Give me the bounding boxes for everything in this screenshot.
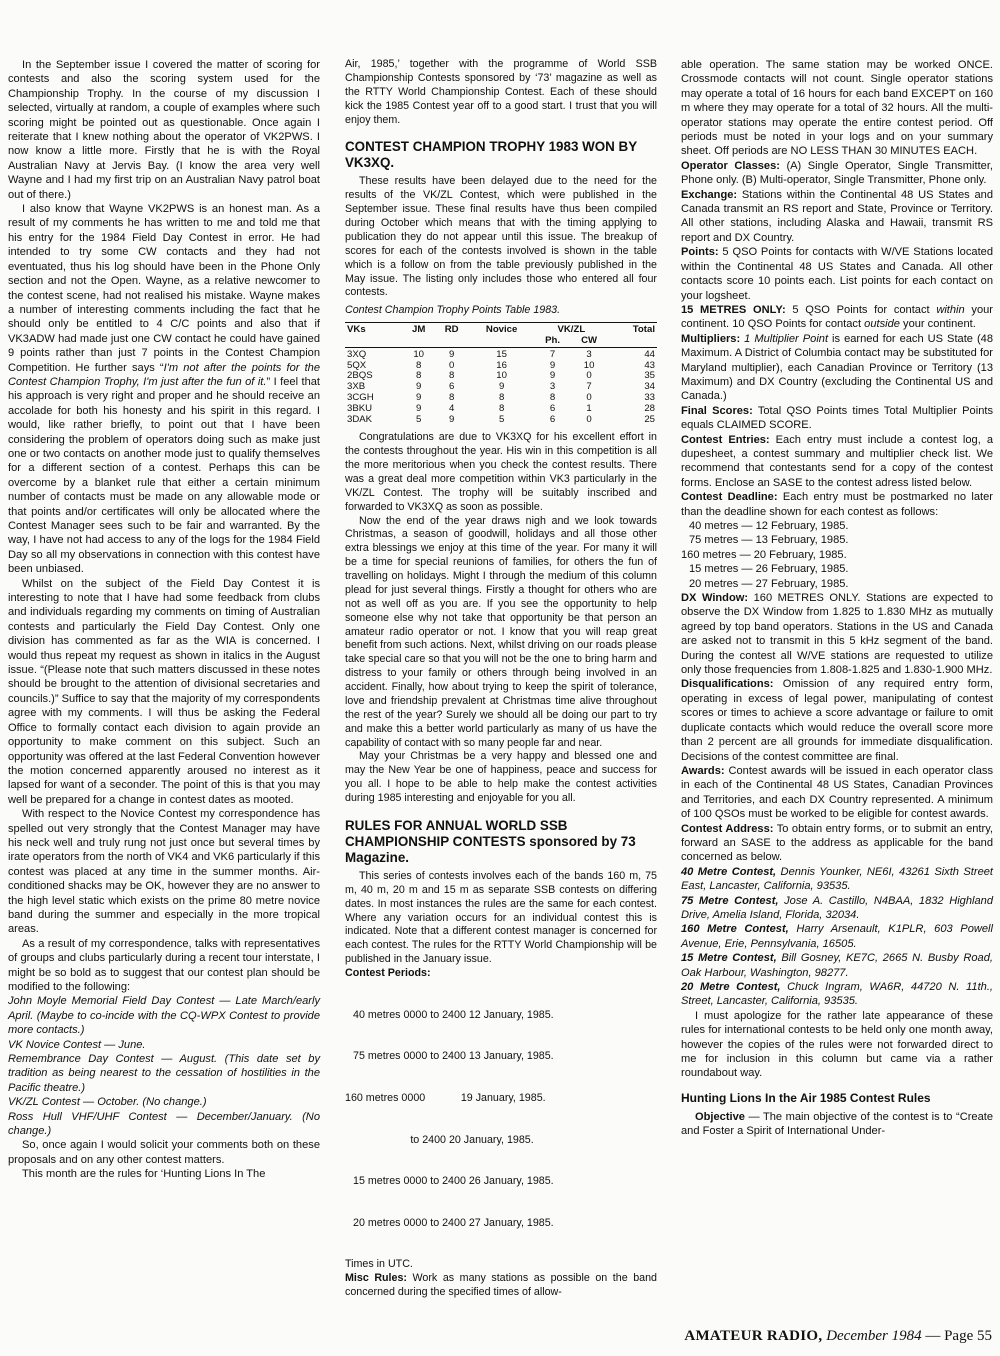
table-cell: 5 <box>416 413 422 425</box>
label: DX Window: <box>681 592 749 605</box>
paragraph: able operation. The same station may be worked ONCE. Crossmode contacts will not count. Single operator stations may operate a total of 16 hours for each band EXCEPT on 160 m where they may operate for a total of 32 hours. All the multi-operator stations may operate the entire contest period. Off periods must be noted in your logs and on your summary sheet. Off periods are NO LESS THAN 30 MINUTES EACH. <box>681 59 993 158</box>
table-cell: 9 <box>416 402 422 414</box>
paragraph: This series of contests involves each of the bands 160 m, 75 m, 40 m, 20 m and 15 m as separate SSB contests on differing dates. In most instances the rules are the same for each contest. Where any variation occurs for an individual contest this is indicated. Note that a different contest manager is concerned for each contest. The rules for the RTTY World Championship will be published in the January issue. <box>345 869 657 966</box>
text-run: Omission of any required entry form, operating in excess of legal power, manipulating of contest scores or times to achieve a score advantage or failure to omit duplicate contacts which would reduce the overall score more than 2 percent are all grounds for immediate disqualification. Decisions of the contest committee are final. <box>681 678 993 763</box>
label: 40 Metre Contest, <box>681 865 777 878</box>
label: 75 Metre Contest, <box>681 894 779 907</box>
table-cell: 8 <box>416 370 422 382</box>
label: Exchange: <box>681 188 738 201</box>
text-run: To obtain entry forms, or to submit an entry, forward an SASE to the address as applicable for the band concerned as below. <box>681 822 993 864</box>
list-item: 20 metres 0000 to 2400 27 January, 1985. <box>353 1216 554 1229</box>
paragraph <box>345 1272 657 1300</box>
column-header: RD <box>435 323 468 336</box>
table-cell: 35 <box>644 370 655 382</box>
table-cell: 15 <box>468 347 534 360</box>
text-run: Stations within the Continental 48 US States and Canada transmit an RS report and State, Province or Territory. All other stations, including Alaska and Hawaii, transmit RS report and DX Country. <box>681 188 993 244</box>
table-cell: 16 <box>496 359 507 371</box>
paragraph <box>681 332 993 404</box>
list-item: 75 metres — 13 February, 1985. <box>689 534 849 547</box>
paragraph: Now the end of the year draws nigh and we look towards Christmas, a season of goodwill, holidays and all those other extra blessings we enjoy at this time of the year. For many it will be a time for special reunions of families, for others the fun of travelling on holidays. Might I through the medium of this column plead for just several things. Firstly a thought for others who are not as well off as you are. If you see the opportunity to help someone else why not take that opportunity be that person an amateur radio operator or not. I know that you will reap great benefit from such actions. Next, whilst driving on our roads please take special care so that you will not be the one to bring harm and distress to your family or others through being involved in an accident. Finally, how about trying to keep the spirit of tolerance, love and friendship prevalent at Christmas time alive throughout the rest of the year? Surely we should all be doing our part to try and make this a better world particularly as many of us have the capability of contact with so many people far and near. <box>345 514 657 749</box>
table-cell: 8 <box>416 359 422 371</box>
issue-date: December 1984 <box>822 1328 922 1344</box>
text-run: Total QSO Points times Total Multiplier Points equals CLAIMED SCORE. <box>681 404 993 432</box>
list-item: to 2400 20 January, 1985. <box>345 1133 534 1146</box>
label: Points: <box>681 246 719 259</box>
list-item: 40 metres — 12 February, 1985. <box>689 520 849 532</box>
column-subheader: Ph. <box>545 334 561 346</box>
table-cell: 3DAK <box>347 413 373 425</box>
times-note: Times in UTC. <box>345 1258 413 1271</box>
list-item: Ross Hull VHF/UHF Contest — December/January. (No change.) <box>8 1110 320 1138</box>
list-item: 20 metres — 27 February, 1985. <box>689 577 849 590</box>
table-cell: 0 <box>586 413 592 425</box>
contest-plan-list <box>8 994 320 1138</box>
list-item: 40 metres 0000 to 2400 12 January, 1985. <box>353 1008 554 1021</box>
column-middle <box>345 58 657 1300</box>
paragraph <box>681 404 993 433</box>
paragraph: I must apologize for the rather late appearance of these rules for international contests to be held only one month away, however the copies of the rules were not forwarded direct to me for inclusion in this column but came via a rather roundabout way. <box>681 1009 993 1080</box>
address-item <box>681 951 993 980</box>
magazine-name: AMATEUR RADIO, <box>684 1328 823 1344</box>
table-cell: 9 <box>549 370 556 382</box>
paragraph: May your Christmas be a very happy and blessed one and may the New Year be one of happiness, peace and success for you all. I hope to be able to help make the contest activities during 1985 interesting and enjoyable for you all. <box>345 750 657 805</box>
table-cell: 8 <box>549 391 556 403</box>
column-subheader: CW <box>581 334 598 346</box>
text-run: outside <box>864 318 900 331</box>
text-run: Each entry must include a contest log, a dupesheet, a contest summary and multiplier check list. We recommend that contestants send for a copy of the contest forms. Enclose an SASE to the contest adress listed below. <box>681 433 993 489</box>
label: Multipliers: <box>681 332 741 345</box>
text-run: is earned for each US State (48 Maximum. A District of Columbia contact may be substituted for Maryland multiplier), each Canadian Province or Territory (13 Maximum) and DX Country (excluding the Continental US and Canada.) <box>681 332 994 403</box>
page-number: — Page 55 <box>921 1328 992 1344</box>
page-footer <box>630 1328 992 1345</box>
label: 15 Metre Contest, <box>681 952 777 965</box>
paragraph <box>681 677 993 763</box>
list-item: VK/ZL Contest — October. (No change.) <box>8 1096 207 1109</box>
paragraph: With respect to the Novice Contest my correspondence has spelled out very strongly that the Contest Manager may have his neck well and truly rung not just once but several times by irate operators from the north of VK4 and VK6 particularly if this contest was placed at any time in the summer months. Air-conditioned shacks may be OK, however they are no answer to the high level static which exists on the prime 80 metre novice band during the summer and especially in the more tropical areas. <box>8 808 320 936</box>
address-item <box>681 894 993 923</box>
column-left <box>8 58 320 1182</box>
paragraph <box>681 822 993 865</box>
text-run: Work as many stations as possible on the band concerned during the specified times of allow- <box>345 1272 657 1299</box>
text-run: Chuck Ingram, WA6R, 44720 N. 11th., Street, Lancaster, California, 93535. <box>681 981 993 1008</box>
paragraph <box>681 764 993 822</box>
text-run: — The main objective of the contest is to “Create and Foster a Spirit of International Under- <box>681 1110 993 1138</box>
table-cell: 4 <box>448 402 455 414</box>
list-item: 160 metres 0000 19 January, 1985. <box>345 1091 546 1104</box>
column-header: Novice <box>468 323 534 336</box>
text-run: 5 QSO Points for contacts with W/VE Stations located within the Continental 48 US States and Canada. All other contacts score 10 points each. List points for each contact on your logsheet. <box>681 246 993 302</box>
text-run: 1 Multiplier Point <box>740 332 829 345</box>
list-item: VK Novice Contest — June. <box>8 1038 146 1051</box>
table-cell: 5 <box>498 413 505 425</box>
table-cell: 3 <box>570 347 607 360</box>
table-cell: 43 <box>644 359 655 371</box>
paragraph <box>681 490 993 519</box>
table-cell: 0 <box>586 370 592 382</box>
table-cell: 28 <box>644 402 655 414</box>
table-cell: 3BKU <box>347 402 373 414</box>
table-cell: 9 <box>549 359 556 371</box>
column-header: VKs <box>345 323 402 336</box>
paragraph: Congratulations are due to VK3XQ for his excellent effort in the contests throughout the year. His win in this competition is all the more meritorious when you check the contest results. There was a great deal more competition within VK3 particularly in the VK/ZL Contest. The trophy will be suitably inscribed and forwarded to VK3XQ as soon as possible. <box>345 431 657 513</box>
list-item: 15 metres 0000 to 2400 26 January, 1985. <box>353 1175 554 1188</box>
label: Awards: <box>681 764 725 777</box>
address-item <box>681 922 993 951</box>
paragraph <box>681 1110 993 1139</box>
label: Final Scores: <box>681 404 753 417</box>
paragraph <box>8 202 320 577</box>
table-cell: 8 <box>498 402 505 414</box>
table-row <box>345 415 657 426</box>
paragraph <box>681 303 993 332</box>
label: Contest Deadline: <box>681 491 778 504</box>
table-cell: 3 <box>549 381 556 393</box>
points-table <box>345 322 657 425</box>
table-cell: 1 <box>586 402 592 414</box>
table-cell: 8 <box>448 391 455 403</box>
text-run: Each entry must be postmarked no later than the deadline shown for each contest as follows: <box>681 491 993 518</box>
table-cell: 6 <box>448 381 455 393</box>
list-item: 15 metres — 26 February, 1985. <box>689 563 849 576</box>
table-cell: 8 <box>498 391 505 403</box>
column-right <box>681 58 993 1139</box>
list-item: 75 metres 0000 to 2400 13 January, 1985. <box>353 1050 554 1063</box>
label: 20 Metre Contest, <box>681 981 781 993</box>
label: Contest Entries: <box>681 433 770 446</box>
paragraph: These results have been delayed due to the need for the results of the VK/ZL Contest, which were published in the September issue. These final results have thus been compiled during October which means that with the timing applying to publication they do not appear until this issue. The breakup of scores for each of the contests involved is shown in the table which is a follow on from the table previously published in the May issue. The listing only includes those who entered all four contests. <box>345 175 657 299</box>
table-cell: 0 <box>448 359 455 371</box>
text-run: Harry Arsenault, K1PLR, 603 Powell Avenue, Erie, Pennsylvania, 16505. <box>681 923 993 950</box>
section-heading: RULES FOR ANNUAL WORLD SSB CHAMPIONSHIP CONTESTS sponsored by 73 Magazine. <box>345 817 636 865</box>
table-cell: 9 <box>498 381 505 393</box>
table-cell: 8 <box>448 370 455 382</box>
table-cell: 10 <box>402 347 434 360</box>
contest-periods-list <box>345 981 657 1259</box>
table-cell: 3XB <box>347 381 366 393</box>
paragraph <box>681 159 993 188</box>
table-cell: 9 <box>435 347 468 360</box>
paragraph: Air, 1985,’ together with the programme of World SSB Championship Contests sponsored by ‘73’ magazine as well as the RTTY World Championship Contest. Each of these should kick the 1985 Contest year off to a good start. I trust that you will enjoy them. <box>345 58 657 126</box>
table-row <box>345 347 657 360</box>
table-cell: 0 <box>586 391 592 403</box>
text-run: your continent. <box>899 318 976 331</box>
table-cell: 3XQ <box>345 347 402 360</box>
table-cell: 6 <box>549 413 556 425</box>
text-run: within <box>936 303 965 316</box>
table-cell: 2BQS <box>347 370 373 382</box>
subheading: Contest Periods: <box>345 967 431 980</box>
text-run: Jose A. Castillo, N4BAA, 1832 Highland Drive, Amelia Island, Florida, 32034. <box>681 894 993 921</box>
column-header: Total <box>608 323 657 336</box>
paragraph: As a result of my correspondence, talks with representatives of groups and clubs particularly during a recent tour interstate, I might be so bold as to suggest that our contest plan should be modified to the following: <box>8 937 320 993</box>
text-run: (A) Single Operator, Single Transmitter, Phone only. (B) Multi-operator, Single Transmitter, Phone only. <box>681 159 993 187</box>
italic-quote: I'm not after the points for the Contest Champion Trophy, I'm just after the fun of it. <box>8 361 321 388</box>
text-run: 160 METRES ONLY. Stations are expected to observe the DX Window from 1.825 to 1.830 MHz as mutually agreed by top band operators. Stations in the US and Canada are asked not to transmit in this 5 kHz segment of the band. During the contest all W/VE stations are requested to utilize only those frequencies from 1.808-1.825 and 1.830-1.900 MHz. <box>681 592 993 677</box>
text-run: Dennis Younker, NE6I, 43261 Sixth Street East, Lancaster, California, 93535. <box>681 865 993 893</box>
table-cell: 10 <box>583 359 595 371</box>
table-cell: 34 <box>644 381 655 393</box>
label: 160 Metre Contest, <box>681 923 789 936</box>
section-heading: CONTEST CHAMPION TROPHY 1983 WON BY VK3XQ. <box>345 139 637 171</box>
table-cell: 3CGH <box>347 391 374 403</box>
paragraph <box>681 591 993 677</box>
list-item: Remembrance Day Contest — August. (This date set by tradition as being nearest to the cessation of hostilities in the Pacific theatre.) <box>8 1053 320 1094</box>
address-item <box>681 865 993 894</box>
table-cell: 10 <box>496 370 507 382</box>
paragraph: In the September issue I covered the matter of scoring for contests and also the scoring system used for the Championship Trophy. In the course of my discussion I selected, virtually at random, a couple of examples where such scoring might be pointed out as questionable. Once again I reiterate that I knew nothing about the operator of VK2PWS. I now know a little more. Firstly that he is with the Royal Australian Navy at Jervis Bay. (I know the area very well Wayne and I had my first trip on an Australian Navy patrol boat out of there.) <box>8 59 320 201</box>
table-cell: 9 <box>448 413 455 425</box>
column-header: JM <box>402 323 434 336</box>
paragraph <box>681 245 993 303</box>
table-caption: Contest Champion Trophy Points Table 1983. <box>345 304 561 317</box>
text-run: I also know that Wayne VK2PWS is an honest man. As a result of my comments he has written to me and told me that his entry for the 1984 Field Day Contest in error. He had intended to try some CW contacts and they had not eventuated, thus his log should have been in the Phone Only section and not the Open. Wayne, as a relative newcomer to the contest scene, had not realised his mistake. Wayne makes a number of interesting comments including the fact that he should only be entitled to 4 C/C points and also that if VK3ADW had made just one CW contact he could have gained 9 points rather than just 7 points in the Contest Champion Competition. He further says “ <box>8 203 320 374</box>
table-cell: 25 <box>644 413 655 425</box>
table-cell: 9 <box>416 381 422 393</box>
address-item <box>681 980 993 1009</box>
paragraph: Whilst on the subject of the Field Day Contest it is interesting to note that I have had some feedback from clubs and individuals regarding my comments on timing of Australian contests and particularly the Field Day Contest. Only one division has commented as far as the WIA is concerned. I would thus repeat my request as shown in italics in the August issue. “(Please note that such matters discussed in these notes should be brought to the attention of divisional secretaries and councils.)” Suffice to say that the majority of my correspondents agree with my comments. I will thus be asking the Federal Office to formally contact each division to again provide an opportunity to make comment on this subject. Such an opportunity was offered at the last Federal Convention however the motion concerned apparently aroused no interest as it lapsed for want of a seconder. The point of this is that you may well be prepared for a change in contest dates as mooted. <box>8 577 320 806</box>
label: Misc Rules: <box>345 1272 407 1285</box>
text-run: ” I feel that his approach is very right and proper and he should receive an accolade for both his honesty and his spirit in this regard. I would, like rather briefly, to point out that I have been considering the problem of operators doing such as make just one or two contacts on another mode just to qualify themselves for a different section of a contest. Perhaps this can be overcome by a blanket rule that either a certain minimum number of contacts must be made on any allowable mode or that points and/or certificates will only be allocated where the Contest Manager sees such to be fair and warranted. By the way, I have not had access to any of the logs for the 1984 Field Day so all my observations in connection with this contest have been unbiased. <box>8 375 320 576</box>
label: Operator Classes: <box>681 159 780 172</box>
address-list <box>681 865 993 1009</box>
table-cell: 33 <box>644 391 655 403</box>
table-cell: 7 <box>535 347 570 360</box>
table-cell: 44 <box>608 347 657 360</box>
table-cell: 9 <box>416 391 422 403</box>
list-item: John Moyle Memorial Field Day Contest — Late March/early April. (Maybe to co-incide with the CQ-WPX Contest to provide more contacts.) <box>8 995 320 1037</box>
paragraph <box>681 433 993 491</box>
table-row <box>345 404 657 415</box>
label: Objective <box>695 1110 745 1123</box>
text-run: Bill Gosney, KE7C, 2665 N. Busby Road, Oak Harbour, Washington, 98277. <box>681 952 993 979</box>
deadlines-list <box>681 519 993 591</box>
table-cell: 7 <box>586 381 592 393</box>
table-cell: 6 <box>549 402 556 414</box>
table-cell: 5QX <box>347 359 367 371</box>
paragraph: So, once again I would solicit your comments both on these proposals and on any other contest matters. <box>8 1139 320 1166</box>
text-run: 5 QSO Points for contact <box>785 303 937 316</box>
label: Disqualifications: <box>681 678 774 691</box>
paragraph <box>681 188 993 246</box>
column-header: VK/ZL <box>535 323 608 336</box>
text-run: your continent. 10 QSO Points for contact <box>681 303 993 331</box>
section-heading: Hunting Lions In the Air 1985 Contest Rules <box>681 1090 931 1105</box>
list-item: 160 metres — 20 February, 1985. <box>681 548 847 561</box>
text-run: Contest awards will be issued in each operator class in each of the Continental 48 US States, Canadian Provinces and Territories, and each DX Country represented. A minimum of 100 QSOs must be worked to be eligible for contest awards. <box>681 764 993 821</box>
paragraph: This month are the rules for ‘Hunting Lions In The <box>22 1168 266 1181</box>
label: 15 METRES ONLY: <box>681 303 786 316</box>
label: Contest Address: <box>681 822 774 835</box>
